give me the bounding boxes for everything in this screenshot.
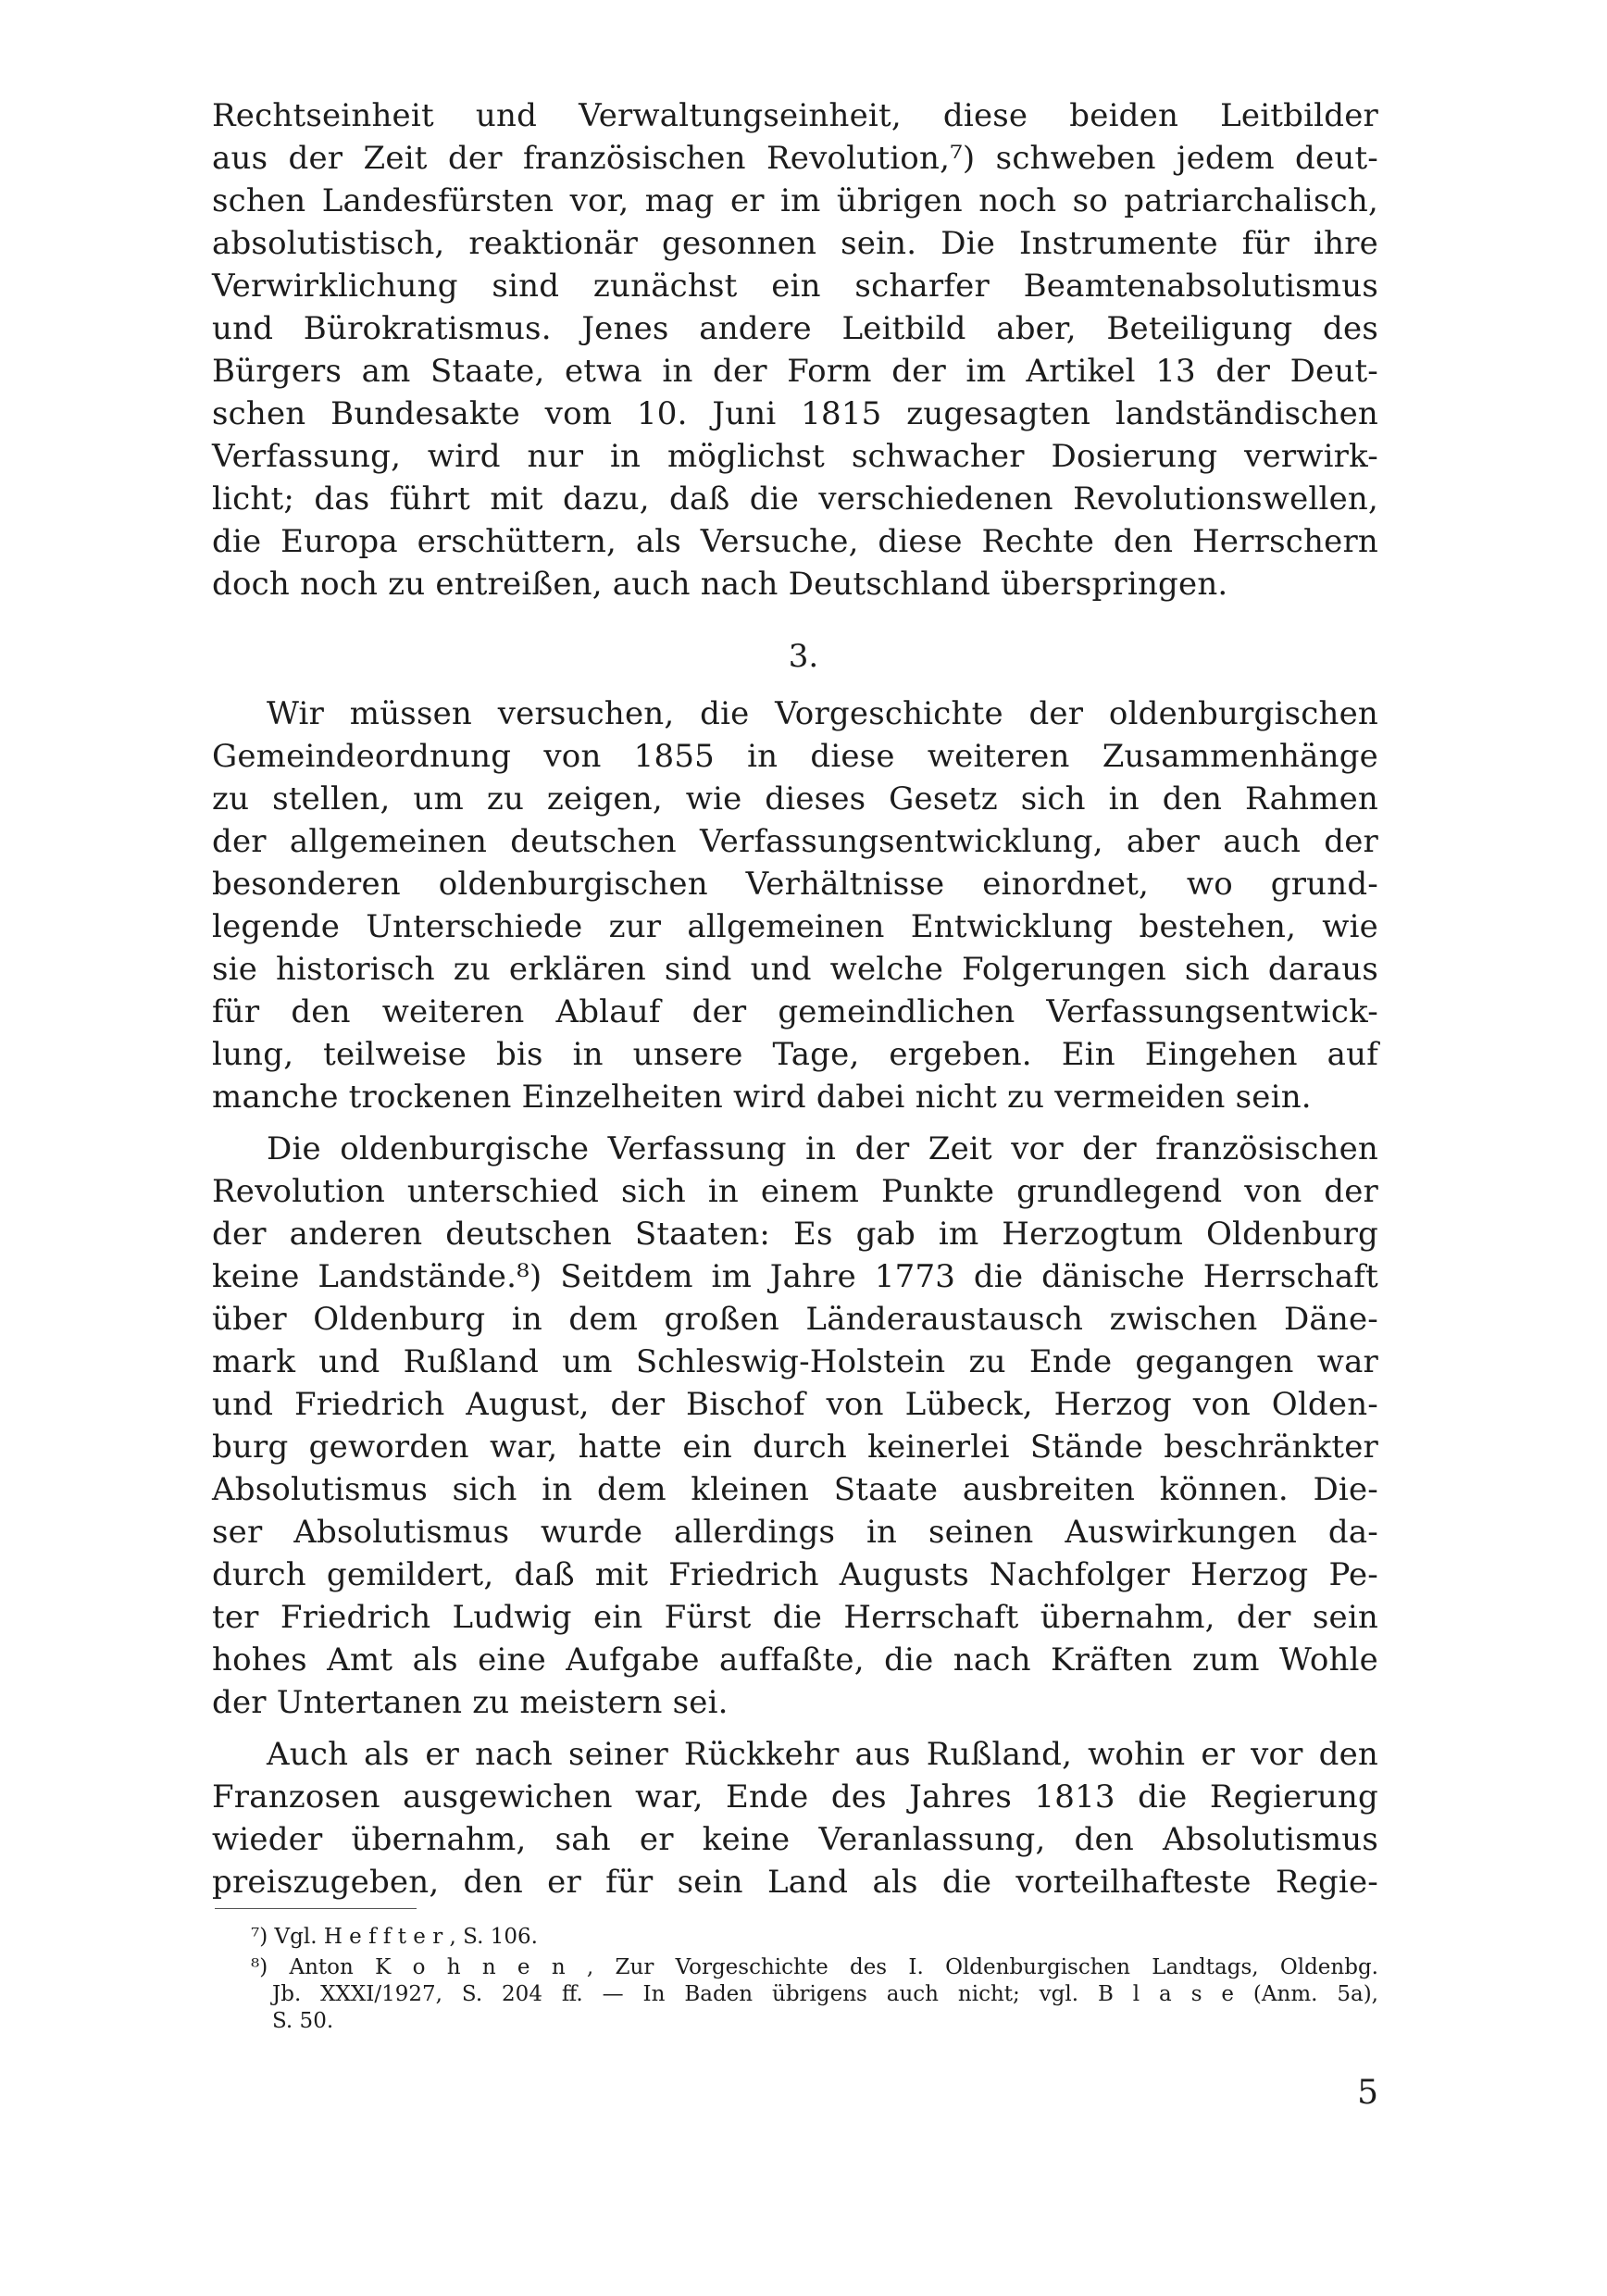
text-line: licht; das führt mit dazu, daß die verschiedenen Revolutionswellen, (212, 480, 1378, 518)
text-line: ter Friedrich Ludwig ein Fürst die Herrschaft übernahm, der sein (212, 1599, 1378, 1636)
text-line: lung, teilweise bis in unsere Tage, ergeben. Ein Eingehen auf (212, 1036, 1378, 1073)
text-line: besonderen oldenburgischen Verhältnisse einordnet, wo grund- (212, 866, 1378, 903)
text-line: doch noch zu entreißen, auch nach Deutschland überspringen. (212, 566, 1228, 603)
footnote-8-continued: Jb. XXXI/1927, S. 204 ff. — In Baden übrigens auch nicht; vgl. B l a s e (Anm. 5a), (272, 1982, 1378, 2006)
text-line: und Bürokratismus. Jenes andere Leitbild aber, Beteiligung des (212, 310, 1378, 347)
text-line: schen Bundesakte vom 10. Juni 1815 zugesagten landständischen (212, 395, 1378, 432)
text-line: wieder übernahm, sah er keine Veranlassung, den Absolutismus (212, 1821, 1378, 1858)
text-line: für den weiteren Ablauf der gemeindlichen Verfassungsentwick- (212, 993, 1378, 1030)
footnote-8-continued: S. 50. (272, 2009, 334, 2033)
text-line: der Untertanen zu meistern sei. (212, 1684, 729, 1721)
text-line: manche trockenen Einzelheiten wird dabei nicht zu vermeiden sein. (212, 1079, 1312, 1116)
footnote-8: ⁸) Anton K o h n e n , Zur Vorgeschichte des I. Oldenburgischen Landtags, Oldenbg. (251, 1955, 1378, 1979)
text-line: aus der Zeit der französischen Revolution,⁷) schweben jedem deut- (212, 140, 1378, 177)
text-line: Franzosen ausgewichen war, Ende des Jahres 1813 die Regierung (212, 1778, 1378, 1816)
text-line: hohes Amt als eine Aufgabe auffaßte, die nach Kräften zum Wohle (212, 1641, 1378, 1678)
text-line: legende Unterschiede zur allgemeinen Entwicklung bestehen, wie (212, 908, 1378, 945)
text-line: der anderen deutschen Staaten: Es gab im Herzogtum Oldenburg (212, 1216, 1378, 1253)
text-line: Gemeindeordnung von 1855 in diese weiteren Zusammenhänge (212, 738, 1378, 775)
text-line: Bürgers am Staate, etwa in der Form der im Artikel 13 der Deut- (212, 353, 1378, 390)
text-line: schen Landesfürsten vor, mag er im übrigen noch so patriarchalisch, (212, 182, 1378, 219)
footnote-divider (215, 1908, 417, 1909)
text-line: Rechtseinheit und Verwaltungseinheit, diese beiden Leitbilder (212, 97, 1378, 134)
page-number: 5 (1357, 2074, 1378, 2112)
text-line: über Oldenburg in dem großen Länderaustausch zwischen Däne- (212, 1301, 1378, 1338)
text-line: mark und Rußland um Schleswig-Holstein zu Ende gegangen war (212, 1343, 1378, 1380)
text-line: Verfassung, wird nur in möglichst schwacher Dosierung verwirk- (212, 438, 1378, 475)
text-line: absolutistisch, reaktionär gesonnen sein. Die Instrumente für ihre (212, 225, 1378, 262)
text-line: und Friedrich August, der Bischof von Lübeck, Herzog von Olden- (212, 1386, 1378, 1423)
text-line: ser Absolutismus wurde allerdings in seinen Auswirkungen da- (212, 1514, 1378, 1551)
text-line: keine Landstände.⁸) Seitdem im Jahre 1773 die dänische Herrschaft (212, 1258, 1378, 1295)
text-line: Wir müssen versuchen, die Vorgeschichte der oldenburgischen (267, 695, 1378, 732)
text-line: der allgemeinen deutschen Verfassungsentwicklung, aber auch der (212, 823, 1378, 860)
footnote-7: ⁷) Vgl. H e f f t e r , S. 106. (251, 1925, 538, 1949)
text-line: zu stellen, um zu zeigen, wie dieses Gesetz sich in den Rahmen (212, 780, 1378, 817)
text-line: durch gemildert, daß mit Friedrich Augusts Nachfolger Herzog Pe- (212, 1556, 1378, 1593)
text-line: Revolution unterschied sich in einem Punkte grundlegend von der (212, 1173, 1378, 1210)
section-number: 3. (788, 638, 819, 675)
text-line: Absolutismus sich in dem kleinen Staate ausbreiten können. Die- (212, 1471, 1378, 1508)
text-line: sie historisch zu erklären sind und welche Folgerungen sich daraus (212, 951, 1378, 988)
text-line: burg geworden war, hatte ein durch keinerlei Stände beschränkter (212, 1429, 1378, 1466)
text-line: Verwirklichung sind zunächst ein scharfer Beamtenabsolutismus (212, 268, 1378, 305)
text-line: preiszugeben, den er für sein Land als die vorteilhafteste Regie- (212, 1864, 1378, 1901)
text-line: Auch als er nach seiner Rückkehr aus Rußland, wohin er vor den (267, 1736, 1378, 1773)
text-line: die Europa erschüttern, als Versuche, diese Rechte den Herrschern (212, 523, 1378, 560)
text-line: Die oldenburgische Verfassung in der Zeit vor der französischen (267, 1130, 1378, 1167)
